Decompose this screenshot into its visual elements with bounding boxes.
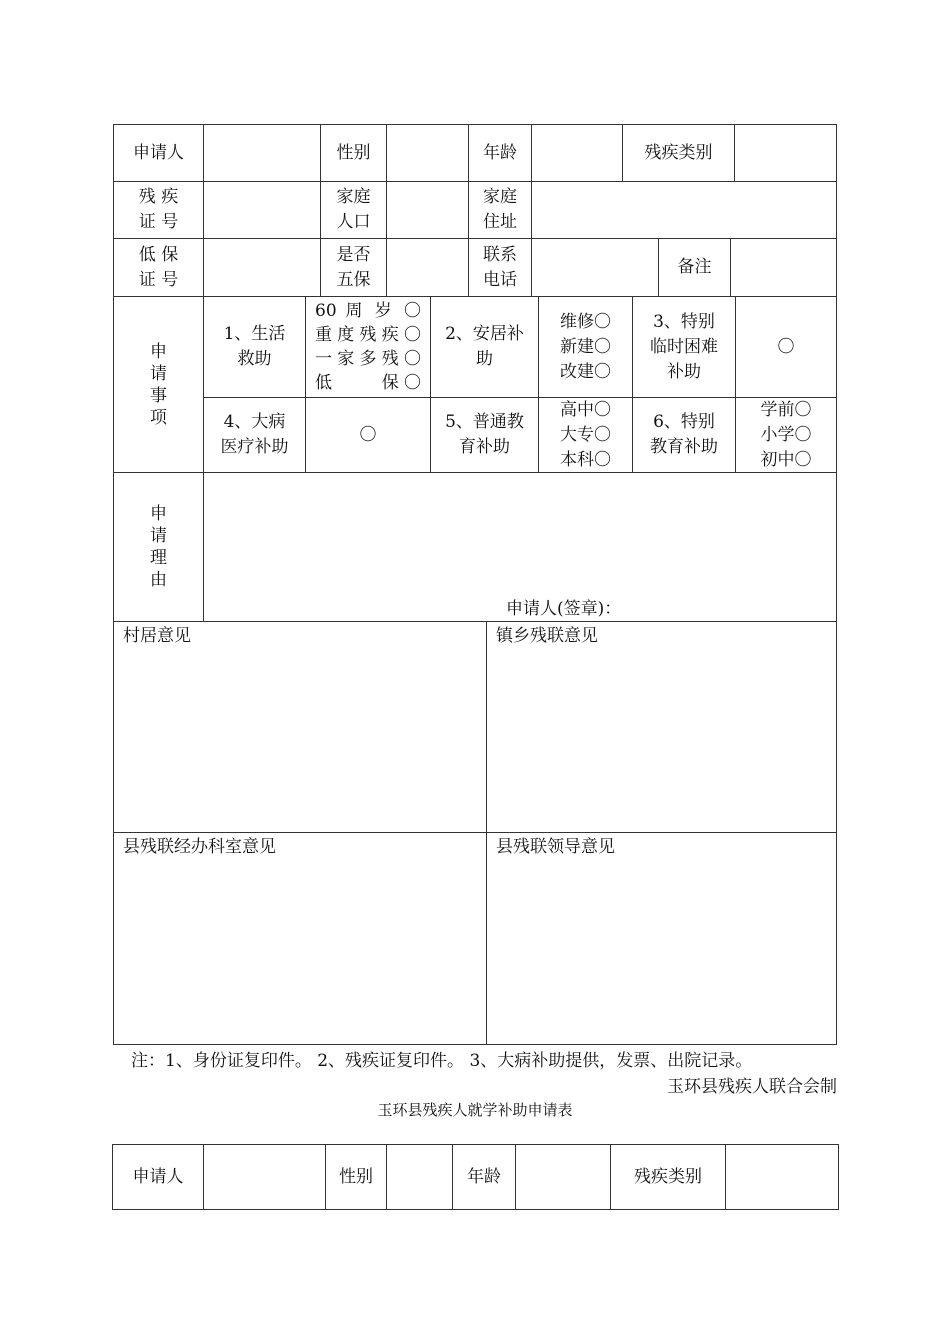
- age-field[interactable]: [531, 124, 623, 182]
- disability-type-field[interactable]: [725, 1144, 839, 1210]
- option-multiple-disabled[interactable]: 一家多残〇: [315, 349, 421, 369]
- reason-label-char: 由: [150, 570, 167, 590]
- applicant-name-field[interactable]: [203, 124, 321, 182]
- age-label: 年龄: [468, 124, 532, 182]
- wubao-label: 是否 五保: [320, 238, 387, 297]
- option-new-build[interactable]: 新建〇: [560, 336, 611, 357]
- phone-label: 联系 电话: [468, 238, 532, 297]
- county-office-opinion-label: 县残联经办科室意见: [123, 837, 276, 857]
- disability-cert-label: 残 疾 证 号: [113, 181, 204, 239]
- disability-type-label: 残疾类别: [622, 124, 735, 182]
- reason-label: [113, 472, 204, 622]
- household-size-field[interactable]: [386, 181, 469, 239]
- matters-label: [113, 296, 204, 473]
- medical-subsidy-option[interactable]: 〇: [305, 397, 431, 473]
- reason-label-char: 请: [150, 526, 167, 546]
- remark-field[interactable]: [730, 238, 837, 297]
- county-leader-opinion-label: 县残联领导意见: [496, 837, 615, 857]
- remark-label: 备注: [658, 238, 731, 297]
- applicant-signature-label: 申请人(签章)：: [506, 599, 622, 619]
- option-age-60[interactable]: 60 周 岁 〇: [315, 301, 421, 321]
- gender-field[interactable]: [386, 1144, 453, 1210]
- age-label: 年龄: [452, 1144, 516, 1210]
- reason-label-char: 申: [150, 504, 167, 524]
- applicant-name-field[interactable]: [203, 1144, 326, 1210]
- matters-label-char: 申: [150, 341, 167, 362]
- option-high-school[interactable]: 高中〇: [560, 399, 611, 420]
- option-dibao[interactable]: 低 保〇: [315, 373, 421, 393]
- option-preschool[interactable]: 学前〇: [760, 399, 812, 420]
- option-severe-disability[interactable]: 重度残疾〇: [315, 325, 421, 345]
- option-primary[interactable]: 小学〇: [760, 424, 812, 445]
- option-undergraduate[interactable]: 本科〇: [560, 449, 611, 470]
- town-opinion-label: 镇乡残联意见: [496, 626, 598, 646]
- phone-field[interactable]: [531, 238, 659, 297]
- gender-label: 性别: [320, 124, 387, 182]
- disability-type-field[interactable]: [734, 124, 837, 182]
- county-office-opinion-box[interactable]: [113, 832, 487, 1045]
- home-address-field[interactable]: [531, 181, 837, 239]
- general-education-options: [538, 397, 633, 473]
- option-junior-college[interactable]: 大专〇: [560, 424, 611, 445]
- dibao-cert-label: 低 保 证 号: [113, 238, 204, 297]
- special-hardship-label: 3、特别 临时困难 补助: [632, 296, 736, 398]
- household-size-label: 家庭 人口: [320, 181, 387, 239]
- reason-label-char: 理: [150, 548, 167, 568]
- issuer-text: 玉环县残疾人联合会制: [667, 1077, 837, 1097]
- matters-label-char: 项: [150, 407, 167, 428]
- option-middle-school[interactable]: 初中〇: [760, 449, 812, 470]
- applicant-label: 申请人: [112, 1144, 204, 1210]
- disability-cert-field[interactable]: [203, 181, 321, 239]
- housing-subsidy-label: 2、安居补 助: [430, 296, 539, 398]
- medical-subsidy-label: 4、大病 医疗补助: [203, 397, 306, 473]
- dibao-cert-field[interactable]: [203, 238, 321, 297]
- option-repair[interactable]: 维修〇: [560, 311, 611, 332]
- attachment-note: 注：1、身份证复印件。 2、残疾证复印件。 3、大病补助提供，发票、出院记录。: [131, 1051, 753, 1071]
- disability-type-label: 残疾类别: [610, 1144, 726, 1210]
- age-field[interactable]: [515, 1144, 611, 1210]
- matters-label-char: 请: [150, 363, 167, 384]
- home-address-label: 家庭 住址: [468, 181, 532, 239]
- applicant-label: 申请人: [113, 124, 204, 182]
- housing-subsidy-options: [538, 296, 633, 398]
- gender-label: 性别: [325, 1144, 387, 1210]
- village-opinion-box[interactable]: [113, 621, 487, 833]
- special-education-label: 6、特别 教育补助: [632, 397, 736, 473]
- village-opinion-label: 村居意见: [123, 626, 191, 646]
- matters-label-char: 事: [150, 385, 167, 406]
- option-rebuild[interactable]: 改建〇: [560, 361, 611, 382]
- living-assistance-options: [305, 296, 431, 398]
- town-opinion-box[interactable]: [486, 621, 837, 833]
- general-education-label: 5、普通教 育补助: [430, 397, 539, 473]
- special-education-options: [735, 397, 837, 473]
- gender-field[interactable]: [386, 124, 469, 182]
- form-title: 玉环县残疾人就学补助申请表: [377, 1101, 573, 1119]
- special-hardship-option[interactable]: 〇: [735, 296, 837, 398]
- living-assistance-label: 1、生活 救助: [203, 296, 306, 398]
- wubao-field[interactable]: [386, 238, 469, 297]
- county-leader-opinion-box[interactable]: [486, 832, 837, 1045]
- reason-field[interactable]: [203, 472, 837, 622]
